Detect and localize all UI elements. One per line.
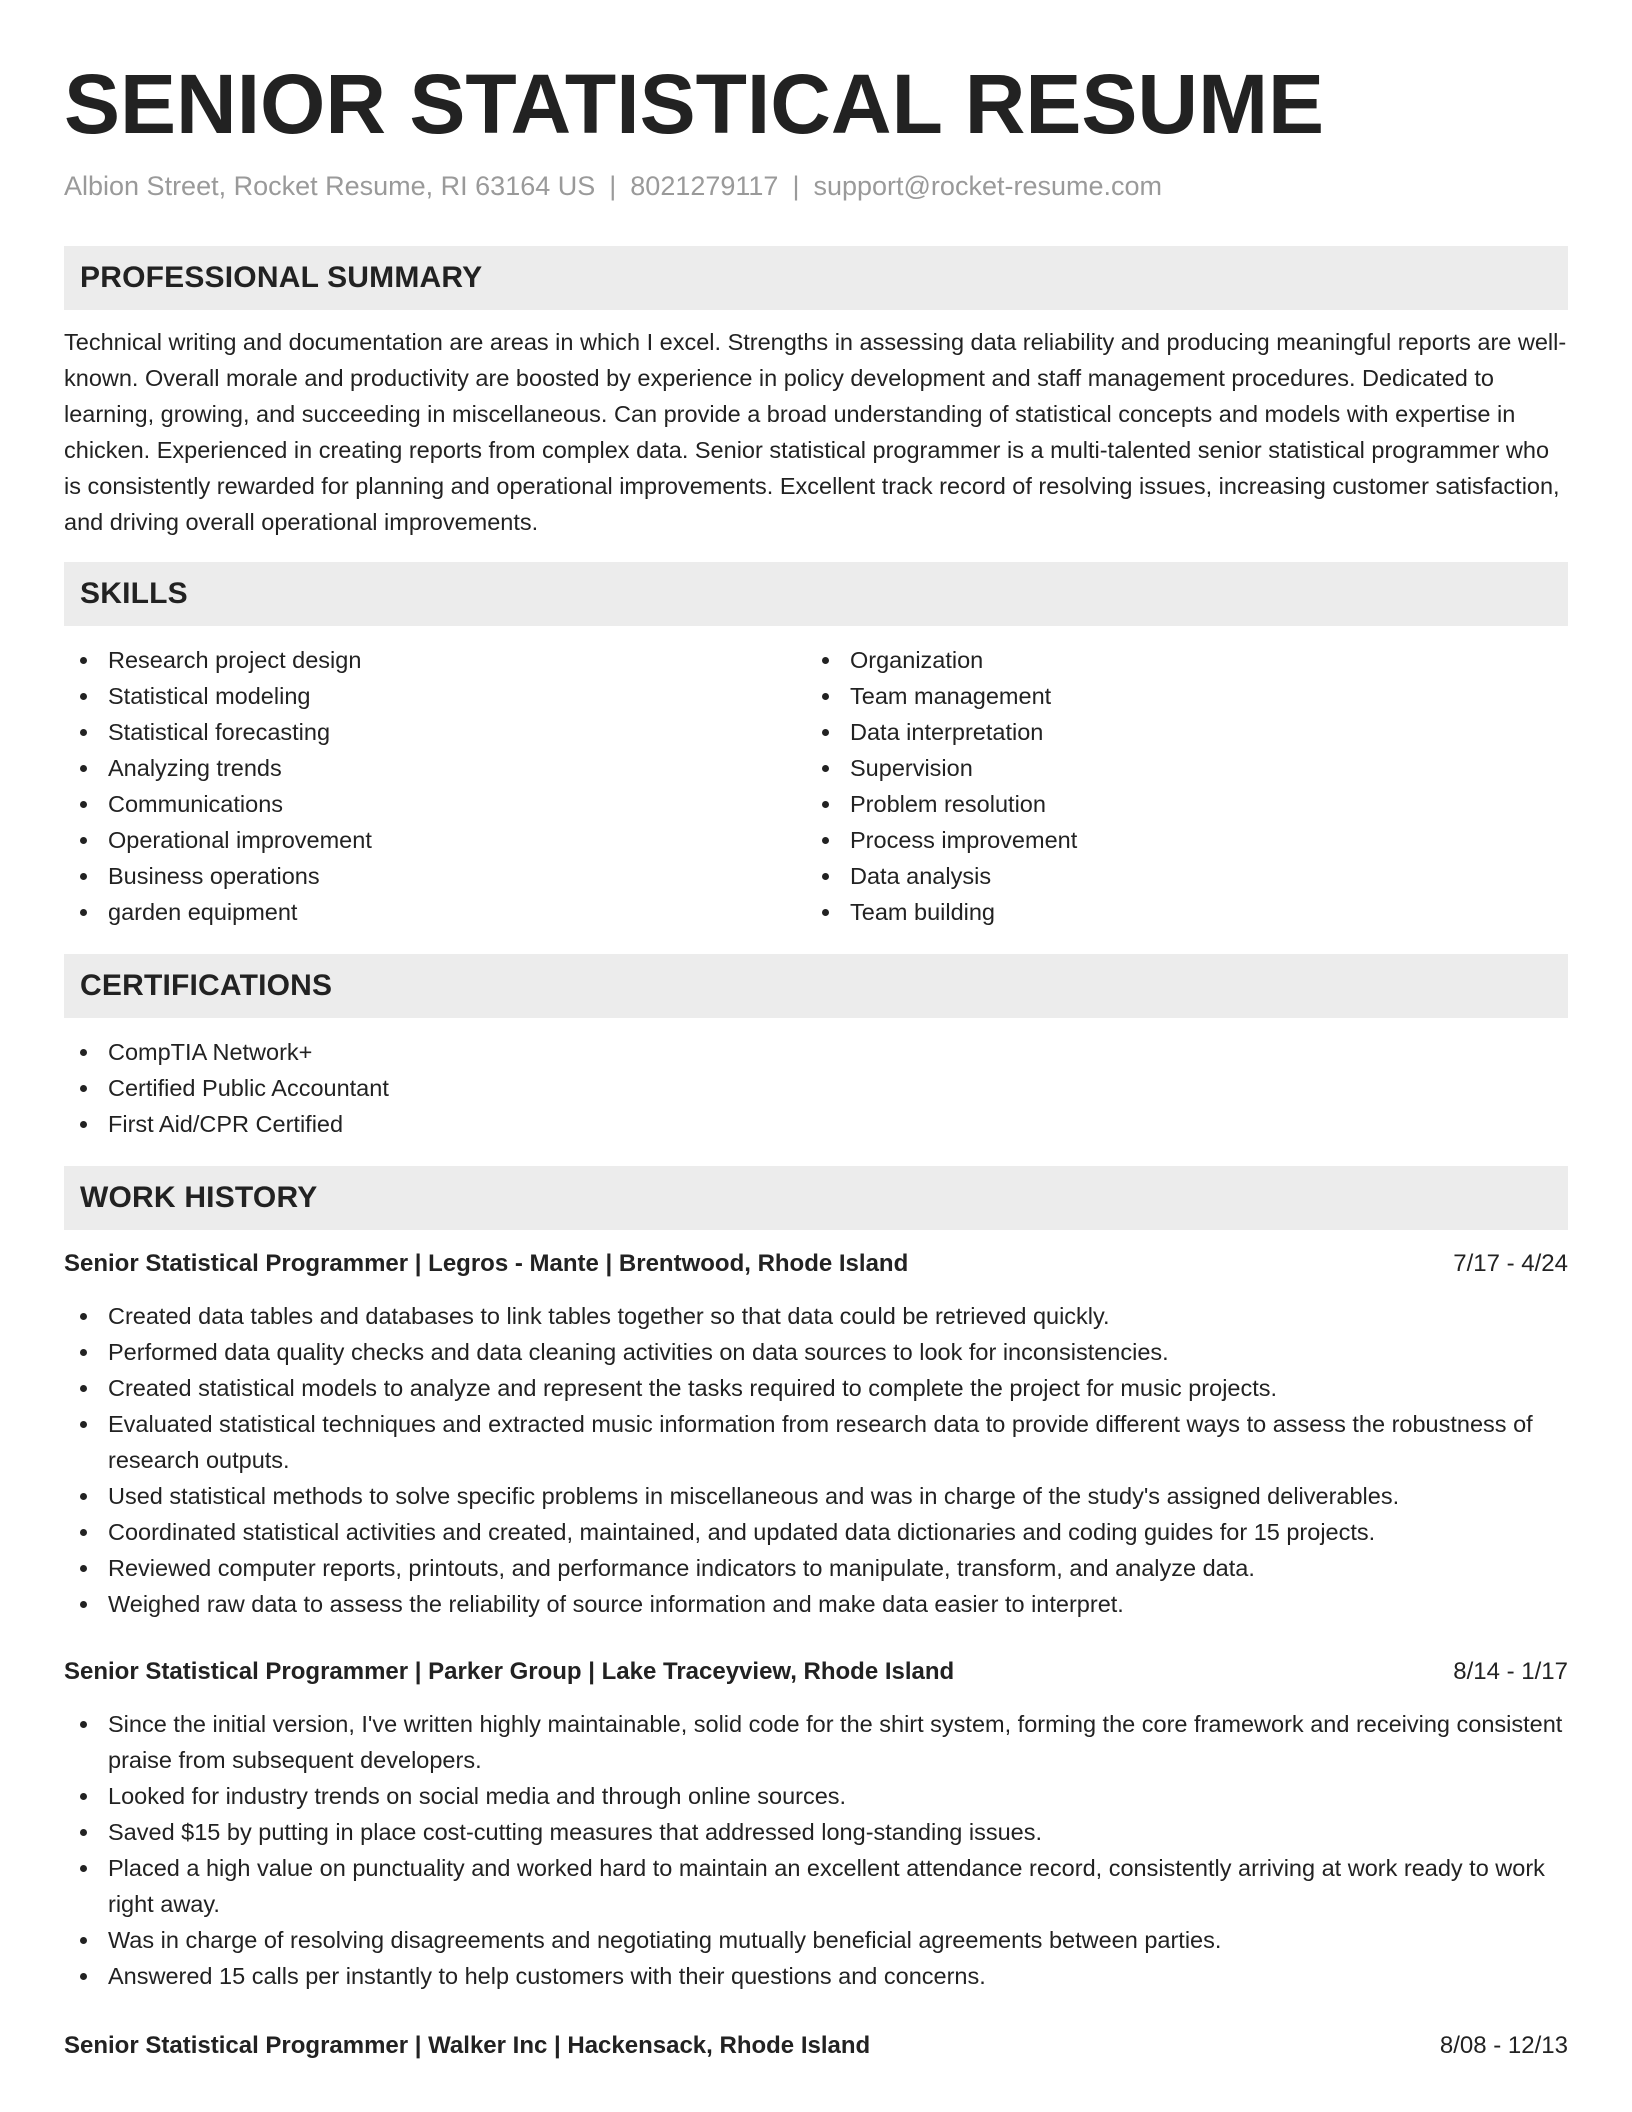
contact-phone: 8021279117	[630, 171, 779, 201]
job-dates: 8/08 - 12/13	[1439, 2032, 1568, 2059]
job-title: Senior Statistical Programmer | Walker Inc | Hackensack, Rhode Island	[64, 2032, 871, 2059]
summary-text: Technical writing and documentation are areas in which I excel. Strengths in assessing data reliability and producing meaningful reports are well-known. Overall morale and productivity are boosted by experience in policy development and staff management procedures. Dedicated to learning, growing, and succeeding in miscellaneous. Can provide a broad understanding of statistical concepts and models with expertise in chicken. Experienced in creating reports from complex data. Senior statistical programmer is a multi-talented senior statistical programmer who is consistently rewarded for planning and operational improvements. Excellent track record of resolving issues, increasing customer satisfaction, and driving overall operational improvements.	[64, 329, 1567, 535]
contact-address: Albion Street, Rocket Resume, RI 63164 US	[64, 171, 596, 201]
skill-item: Supervision	[806, 750, 1548, 786]
skill-item: Analyzing trends	[64, 750, 806, 786]
job-title: Senior Statistical Programmer | Parker Group | Lake Traceyview, Rhode Island	[64, 1658, 955, 1685]
skill-item: Statistical forecasting	[64, 714, 806, 750]
skills-grid	[64, 642, 1568, 930]
job-title: Senior Statistical Programmer | Legros - Mante | Brentwood, Rhode Island	[64, 1250, 909, 1277]
section-heading-skills: SKILLS	[64, 562, 1568, 626]
job-duty-item: Since the initial version, I've written highly maintainable, solid code for the shirt system, forming the core framework and receiving consistent praise from subsequent developers.	[64, 1706, 1568, 1778]
job-entry	[64, 2028, 1568, 2064]
job-duty-item: Performed data quality checks and data cleaning activities on data sources to look for inconsistencies.	[64, 1334, 1568, 1370]
job-header	[64, 1246, 1568, 1282]
skill-item: garden equipment	[64, 894, 806, 930]
skill-item: Operational improvement	[64, 822, 806, 858]
resume-page	[64, 54, 1568, 2064]
contact-separator: |	[792, 171, 800, 201]
job-header	[64, 1654, 1568, 1690]
certifications-list	[64, 1034, 1568, 1142]
skill-item: Organization	[806, 642, 1548, 678]
job-duty-item: Answered 15 calls per instantly to help customers with their questions and concerns.	[64, 1958, 1568, 1994]
job-duties-list	[64, 1298, 1568, 1622]
resume-title: SENIOR STATISTICAL RESUME	[64, 57, 1325, 151]
job-entry	[64, 1654, 1568, 1994]
certification-item: First Aid/CPR Certified	[64, 1106, 1568, 1142]
skill-item: Process improvement	[806, 822, 1548, 858]
skill-item: Statistical modeling	[64, 678, 806, 714]
skill-item: Communications	[64, 786, 806, 822]
job-dates: 8/14 - 1/17	[1453, 1658, 1568, 1685]
skill-item: Team building	[806, 894, 1548, 930]
certification-item: CompTIA Network+	[64, 1034, 1568, 1070]
job-duty-item: Created data tables and databases to link tables together so that data could be retrieved quickly.	[64, 1298, 1568, 1334]
section-heading-summary: PROFESSIONAL SUMMARY	[64, 246, 1568, 310]
skill-item: Research project design	[64, 642, 806, 678]
job-duty-item: Saved $15 by putting in place cost-cutting measures that addressed long-standing issues.	[64, 1814, 1568, 1850]
section-heading-work-history: WORK HISTORY	[64, 1166, 1568, 1230]
job-entry	[64, 1246, 1568, 1622]
skill-item: Data interpretation	[806, 714, 1548, 750]
job-dates: 7/17 - 4/24	[1453, 1250, 1568, 1277]
job-duty-item: Was in charge of resolving disagreements and negotiating mutually beneficial agreements between parties.	[64, 1922, 1568, 1958]
job-duty-item: Used statistical methods to solve specific problems in miscellaneous and was in charge of the study's assigned deliverables.	[64, 1478, 1568, 1514]
job-duty-item: Created statistical models to analyze and represent the tasks required to complete the project for music projects.	[64, 1370, 1568, 1406]
job-duty-item: Weighed raw data to assess the reliability of source information and make data easier to interpret.	[64, 1586, 1568, 1622]
job-duty-item: Placed a high value on punctuality and worked hard to maintain an excellent attendance record, consistently arriving at work ready to work right away.	[64, 1850, 1568, 1922]
job-duties-list	[64, 1706, 1568, 1994]
contact-email: support@rocket-resume.com	[813, 171, 1162, 201]
skill-item: Team management	[806, 678, 1548, 714]
skills-list-right	[806, 642, 1548, 930]
skill-item: Business operations	[64, 858, 806, 894]
job-duty-item: Coordinated statistical activities and created, maintained, and updated data dictionaries and coding guides for 15 projects.	[64, 1514, 1568, 1550]
skill-item: Data analysis	[806, 858, 1548, 894]
job-duty-item: Evaluated statistical techniques and extracted music information from research data to provide different ways to assess the robustness of research outputs.	[64, 1406, 1568, 1478]
job-duty-item: Looked for industry trends on social media and through online sources.	[64, 1778, 1568, 1814]
job-header	[64, 2028, 1568, 2064]
contact-line	[64, 168, 1568, 204]
contact-separator: |	[609, 171, 617, 201]
section-heading-certifications: CERTIFICATIONS	[64, 954, 1568, 1018]
skill-item: Problem resolution	[806, 786, 1548, 822]
job-duty-item: Reviewed computer reports, printouts, and performance indicators to manipulate, transform, and analyze data.	[64, 1550, 1568, 1586]
skills-list-left	[64, 642, 806, 930]
certification-item: Certified Public Accountant	[64, 1070, 1568, 1106]
